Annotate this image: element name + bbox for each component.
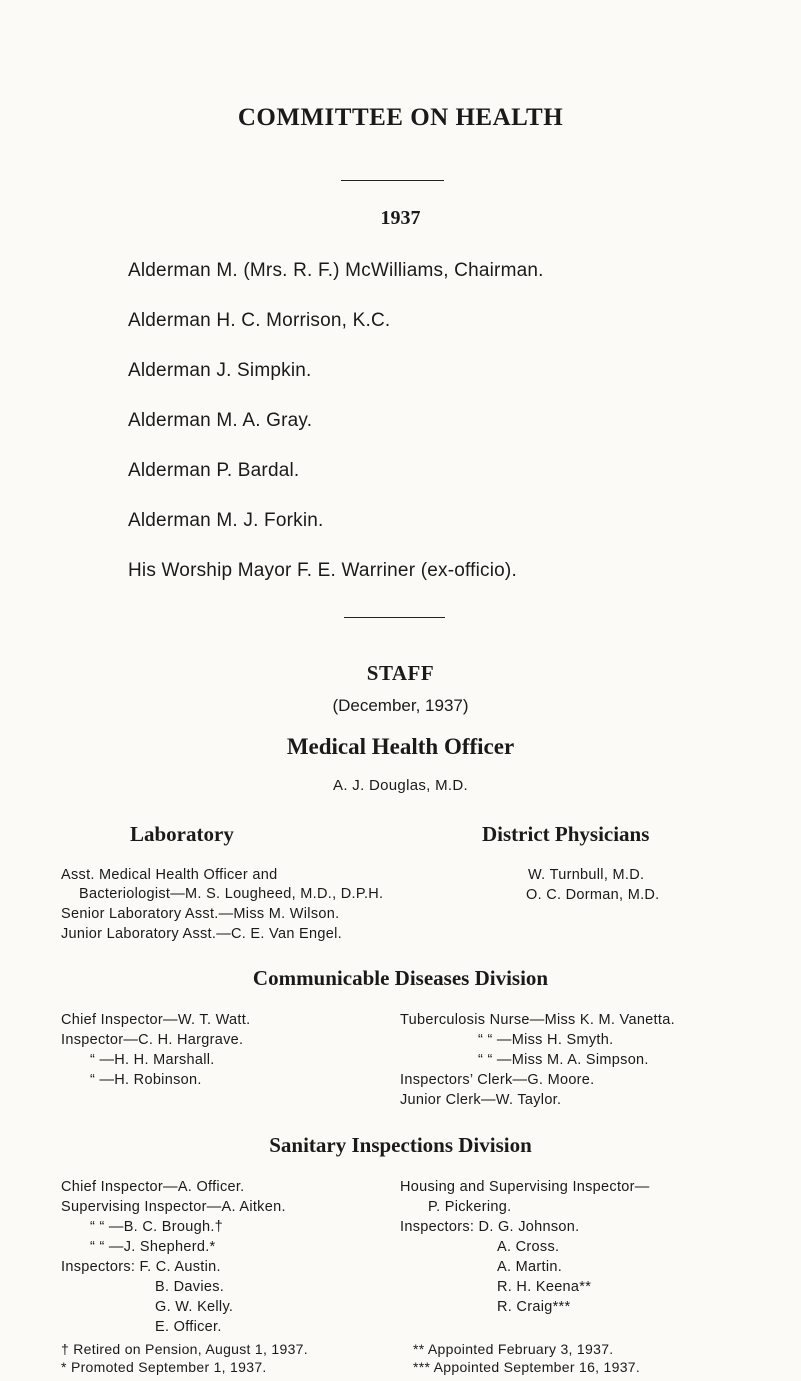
laboratory-line: Junior Laboratory Asst.—C. E. Van Engel.: [61, 926, 342, 942]
footnote: ** Appointed February 3, 1937.: [413, 1341, 614, 1357]
sanitary-staff-line: R. H. Keena**: [497, 1279, 592, 1295]
sanitary-staff-line: B. Davies.: [155, 1279, 225, 1295]
committee-member: Alderman H. C. Morrison, K.C.: [128, 310, 391, 331]
communicable-staff-line: “ —H. Robinson.: [90, 1072, 202, 1088]
mho-name: A. J. Douglas, M.D.: [333, 777, 468, 794]
sanitary-staff-line: “ “ —B. C. Brough.†: [90, 1219, 224, 1235]
sanitary-staff-line: A. Cross.: [497, 1239, 560, 1255]
district-physicians-heading: District Physicians: [482, 822, 650, 846]
footnote: *** Appointed September 16, 1937.: [413, 1359, 641, 1375]
sanitary-staff-line: Housing and Supervising Inspector—: [400, 1179, 650, 1195]
sanitary-staff-line: Inspectors: F. C. Austin.: [61, 1259, 221, 1275]
laboratory-line: Bacteriologist—M. S. Lougheed, M.D., D.P.H.: [79, 886, 384, 902]
communicable-staff-line: “ —H. H. Marshall.: [90, 1052, 215, 1068]
sanitary-staff-line: R. Craig***: [497, 1299, 571, 1315]
laboratory-heading: Laboratory: [130, 822, 234, 846]
sanitary-staff-line: Chief Inspector—A. Officer.: [61, 1179, 245, 1195]
communicable-staff-line: Chief Inspector—W. T. Watt.: [61, 1012, 251, 1028]
mho-heading: Medical Health Officer: [286, 734, 515, 759]
page-title: COMMITTEE ON HEALTH: [237, 104, 564, 131]
staff-date: (December, 1937): [332, 696, 469, 715]
communicable-staff-line: “ “ —Miss H. Smyth.: [478, 1032, 614, 1048]
committee-member: Alderman M. J. Forkin.: [128, 510, 324, 531]
sanitary-staff-line: Supervising Inspector—A. Aitken.: [61, 1199, 286, 1215]
communicable-staff-line: Inspectors’ Clerk—G. Moore.: [400, 1072, 595, 1088]
sanitary-heading: Sanitary Inspections Division: [269, 1133, 532, 1157]
sanitary-staff-line: A. Martin.: [497, 1259, 563, 1275]
laboratory-line: Senior Laboratory Asst.—Miss M. Wilson.: [61, 906, 340, 922]
laboratory-line: Asst. Medical Health Officer and: [61, 867, 278, 883]
sanitary-staff-line: “ “ —J. Shepherd.*: [90, 1239, 216, 1255]
year-heading: 1937: [380, 207, 421, 229]
communicable-staff-line: Inspector—C. H. Hargrave.: [61, 1032, 244, 1048]
sanitary-staff-line: G. W. Kelly.: [155, 1299, 234, 1315]
committee-member: Alderman J. Simpkin.: [128, 360, 312, 381]
sanitary-staff-line: P. Pickering.: [428, 1199, 512, 1215]
communicable-staff-line: “ “ —Miss M. A. Simpson.: [478, 1052, 649, 1068]
divider: [341, 180, 444, 181]
committee-member: His Worship Mayor F. E. Warriner (ex-officio).: [128, 560, 517, 581]
physician-name: W. Turnbull, M.D.: [528, 867, 645, 883]
staff-heading: STAFF: [366, 661, 435, 685]
communicable-heading: Communicable Diseases Division: [252, 966, 549, 990]
committee-member: Alderman M. (Mrs. R. F.) McWilliams, Chairman.: [128, 260, 544, 281]
footnote: † Retired on Pension, August 1, 1937.: [61, 1341, 308, 1357]
divider: [344, 617, 445, 618]
sanitary-staff-line: E. Officer.: [155, 1319, 222, 1335]
committee-member: Alderman M. A. Gray.: [128, 410, 313, 431]
footnote: * Promoted September 1, 1937.: [61, 1359, 267, 1375]
committee-member: Alderman P. Bardal.: [128, 460, 300, 481]
physician-name: O. C. Dorman, M.D.: [526, 887, 660, 903]
sanitary-staff-line: Inspectors: D. G. Johnson.: [400, 1219, 580, 1235]
communicable-staff-line: Junior Clerk—W. Taylor.: [400, 1092, 562, 1108]
communicable-staff-line: Tuberculosis Nurse—Miss K. M. Vanetta.: [400, 1012, 675, 1028]
